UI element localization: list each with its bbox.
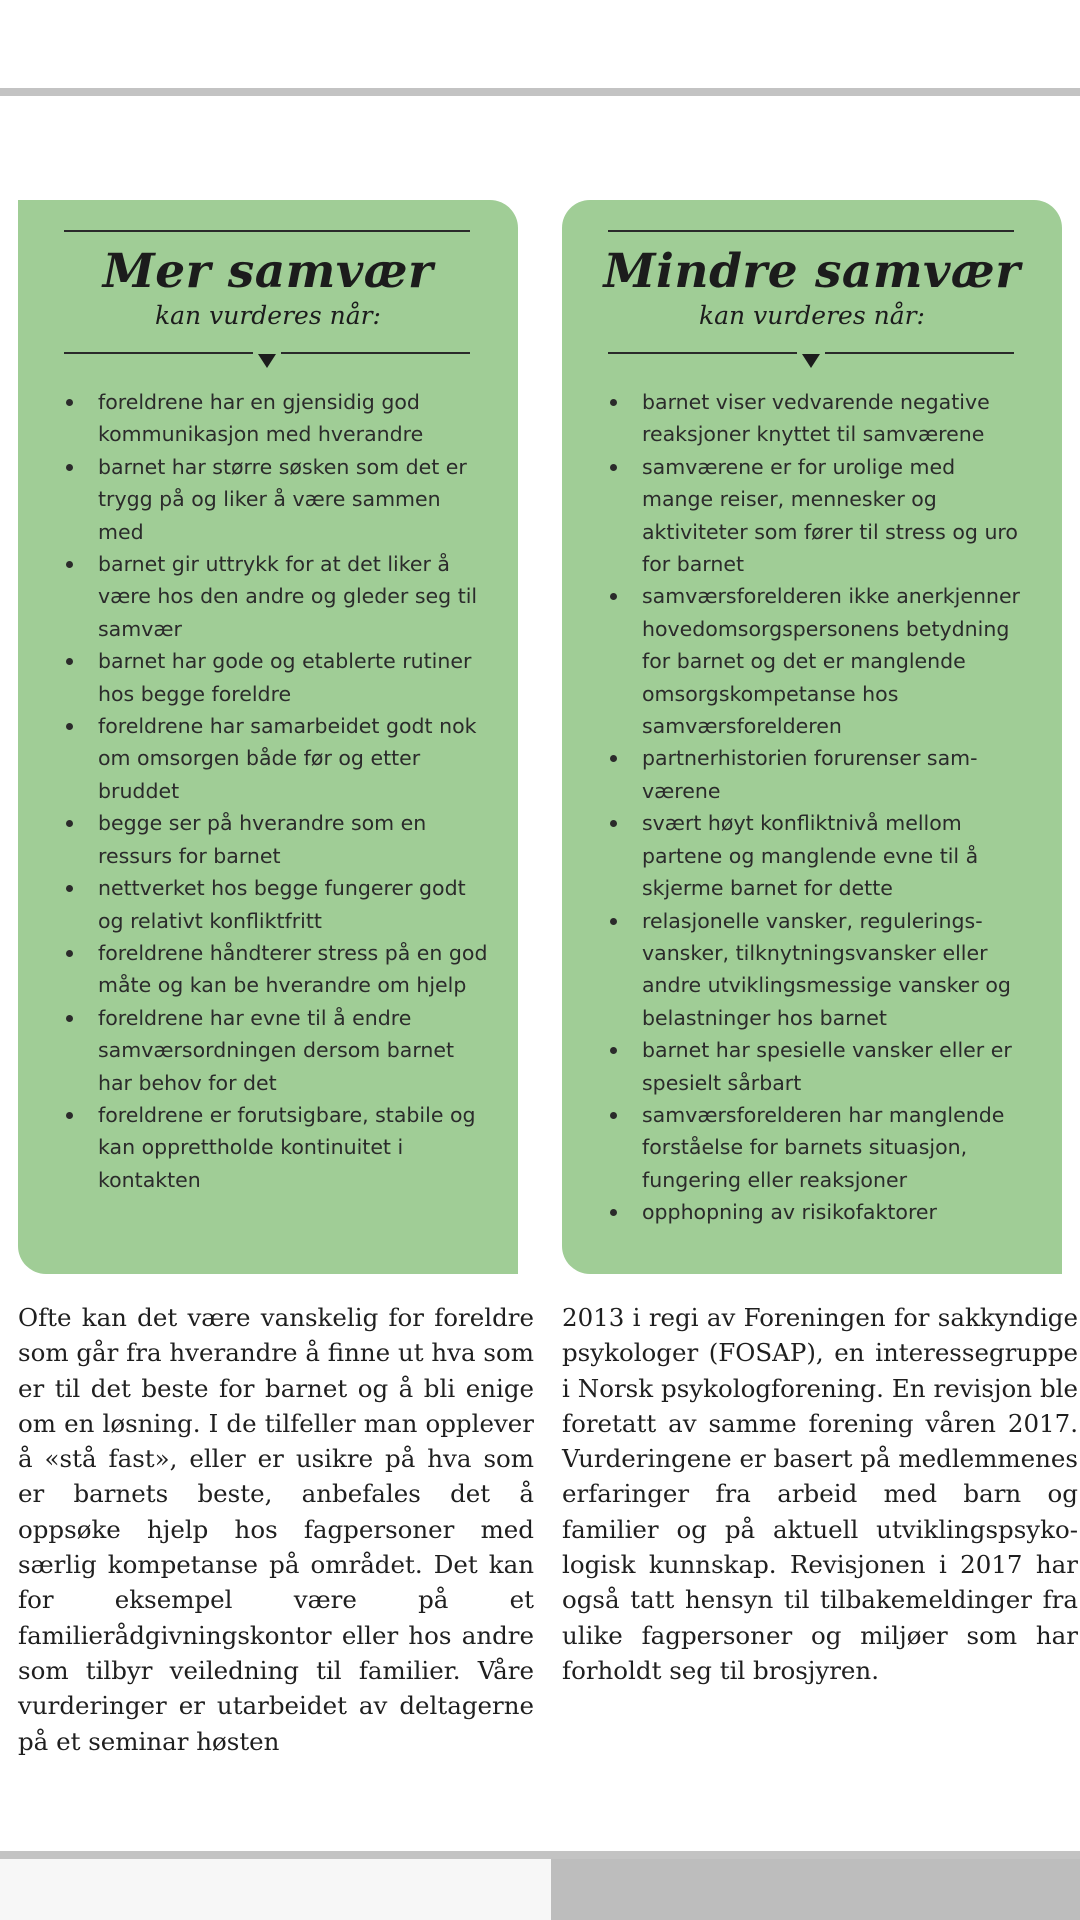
list-item: opphopning av risikofaktorer [608,1196,1032,1228]
card-more-visitation [18,200,518,1274]
card-subtitle: kan vurderes når: [155,301,381,330]
arrow-divider [64,352,470,372]
triangle-down-icon [258,354,276,368]
card-title: Mer samvær [102,244,434,299]
list-item: barnet viser vedvarende negative reaksjoner knyttet til samværene [608,386,1032,451]
list-item: barnet har større søsken som det er trygg på og liker å være sammen med [64,451,488,548]
list-item: samværsforelderen ikke anerkjenner hovedomsorgspersonens betydning for barnet og det er manglende omsorgskompetanse hos samværsforelderen [608,580,1032,742]
list-item: foreldrene er forutsigbare, stabile og kan opprettholde kontinuitet i kontakten [64,1099,488,1196]
list-item: barnet gir uttrykk for at det liker å være hos den andre og gleder seg til samvær [64,548,488,645]
list-item: foreldrene har en gjensidig god kommunikasjon med hverandre [64,386,488,451]
top-divider [0,88,1080,96]
triangle-down-icon [802,354,820,368]
arrow-divider [608,352,1014,372]
list-item: foreldrene har samarbeidet godt nok om omsorgen både før og etter bruddet [64,710,488,807]
body-text-left: Ofte kan det være vanskelig for foreldre som går fra hverandre å finne ut hva som er til det beste for barnet og å bli enige om en løsning. I de tilfeller man opplever å «stå fast», eller er usikre på hva som er barnets beste, anbefales det å oppsøke hjelp hos fagpersoner med særlig kompetanse på området. Det kan for eksempel være på et familierådgivningskontor eller hos andre som tilbyr veiledning til familier. Våre vurderinger er utarbeidet av deltagerne på et seminar høsten [18,1303,534,1756]
list-item: begge ser på hverandre som en ressurs for barnet [64,807,488,872]
list-item: foreldrene håndterer stress på en god måte og kan be hverandre om hjelp [64,937,488,1002]
list-item: partnerhistorien forurenser samværene [608,742,1032,807]
list-item: relasjonelle vansker, reguleringsvansker, tilknytningsvansker eller andre utviklingsmessige vansker og belastninger hos barnet [608,905,1032,1035]
list-item: barnet har gode og etablerte rutiner hos begge foreldre [64,645,488,710]
next-page-right [551,1859,1080,1920]
list-item: samværene er for urolige med mange reiser, mennesker og aktiviteter som fører til stress og uro for barnet [608,451,1032,581]
card-less-visitation [562,200,1062,1274]
criteria-list [608,386,1032,1229]
list-item: samværsforelderen har manglende forståelse for barnets situasjon, fungering eller reaksjoner [608,1099,1032,1196]
header-rule [608,230,1014,232]
body-text-right: 2013 i regi av Foreningen for sakkyndige psykologer (FOSAP), en interessegruppe i Norsk psykologforening. En revisjon ble foretatt av samme forening våren 2017. Vurderingene er basert på medlemmenes erfaringer fra arbeid med barn og familier og på aktuell utviklingspsykologisk kunnskap. Revisjonen i 2017 har også tatt hensyn til tilbakemeldinger fra ulike fagpersoner og miljøer som har forholdt seg til brosjyren. [562,1303,1078,1685]
list-item: barnet har spesielle vansker eller er spesielt sårbart [608,1034,1032,1099]
next-page-left [0,1859,551,1920]
list-item: svært høyt konfliktnivå mellom partene og manglende evne til å skjerme barnet for dette [608,807,1032,904]
card-title: Mindre samvær [603,244,1021,299]
list-item: nettverket hos begge fungerer godt og relativt konfliktfritt [64,872,488,937]
bottom-divider [0,1851,1080,1859]
card-subtitle: kan vurderes når: [699,301,925,330]
criteria-list [64,386,488,1196]
header-rule [64,230,470,232]
list-item: foreldrene har evne til å endre samværsordningen dersom barnet har behov for det [64,1002,488,1099]
